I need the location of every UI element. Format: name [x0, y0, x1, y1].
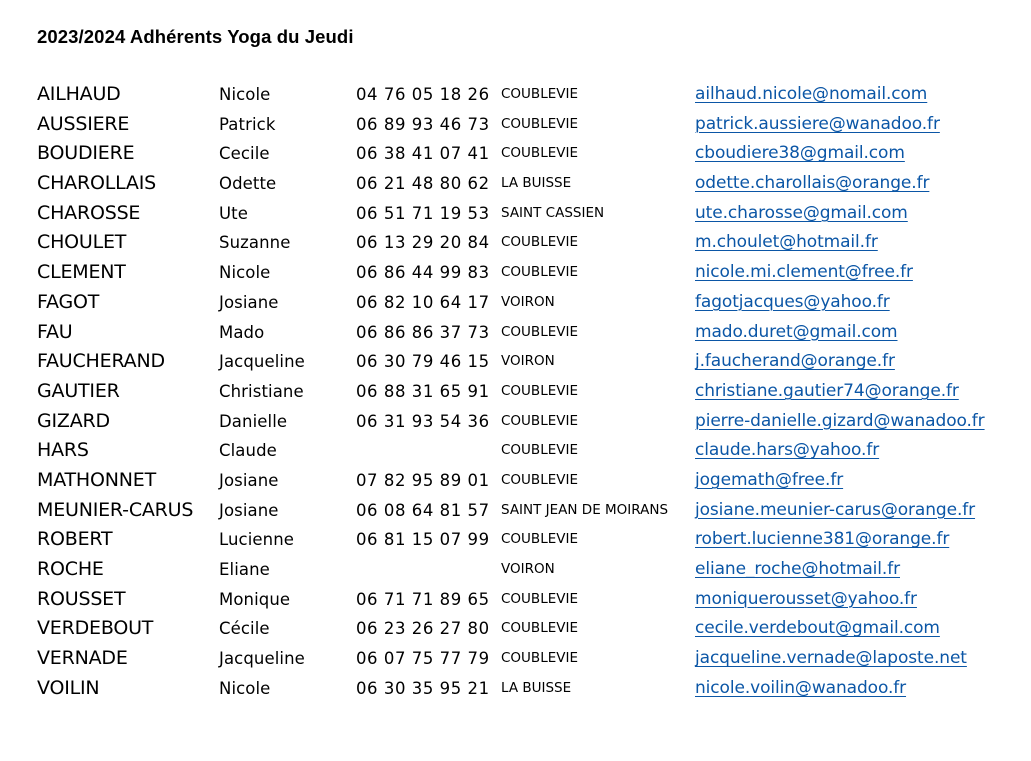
member-last-name: AILHAUD — [37, 83, 121, 105]
member-first-name: Patrick — [219, 114, 276, 134]
member-city: COUBLEVIE — [501, 115, 578, 132]
member-phone: 06 07 75 77 79 — [356, 649, 490, 669]
member-city: SAINT CASSIEN — [501, 204, 605, 221]
member-first-name: Monique — [219, 589, 291, 609]
member-city: COUBLEVIE — [501, 590, 578, 607]
member-city: COUBLEVIE — [501, 145, 578, 162]
member-last-name: CHAROSSE — [37, 201, 141, 224]
member-email-link[interactable]: christiane.gautier74@orange.fr — [695, 380, 959, 401]
member-last-name: MATHONNET — [37, 468, 157, 491]
member-email-link[interactable]: m.choulet@hotmail.fr — [695, 232, 878, 253]
member-phone: 06 13 29 20 84 — [356, 233, 490, 253]
member-email-link[interactable]: jacqueline.vernade@laposte.net — [695, 648, 967, 669]
member-phone: 06 21 48 80 62 — [356, 174, 490, 194]
member-row — [37, 436, 1017, 466]
member-row — [37, 228, 1017, 258]
member-phone: 07 82 95 89 01 — [356, 470, 490, 490]
member-email-link[interactable]: patrick.aussiere@wanadoo.fr — [695, 113, 940, 134]
member-phone: 06 23 26 27 80 — [356, 619, 490, 639]
member-row — [37, 466, 1017, 496]
member-row — [37, 555, 1017, 585]
member-first-name: Nicole — [219, 678, 271, 698]
member-first-name: Ute — [219, 203, 248, 223]
member-last-name: GIZARD — [37, 409, 110, 432]
member-email-link[interactable]: josiane.meunier-carus@orange.fr — [695, 499, 976, 520]
member-email-link[interactable]: ute.charosse@gmail.com — [695, 202, 908, 223]
member-last-name: BOUDIERE — [37, 142, 135, 165]
member-last-name: VOILIN — [37, 676, 100, 699]
member-last-name: ROUSSET — [37, 587, 126, 610]
member-phone: 06 89 93 46 73 — [356, 114, 490, 134]
member-city: COUBLEVIE — [501, 264, 578, 281]
member-row — [37, 258, 1017, 288]
member-first-name: Lucienne — [219, 530, 295, 550]
member-row — [37, 674, 1017, 704]
member-email-link[interactable]: nicole.mi.clement@free.fr — [695, 262, 913, 283]
member-last-name: GAUTIER — [37, 379, 120, 402]
member-city: COUBLEVIE — [501, 442, 578, 459]
member-first-name: Nicole — [219, 85, 271, 104]
member-email-link[interactable]: jogemath@free.fr — [695, 469, 844, 490]
page-title: 2023/2024 Adhérents Yoga du Jeudi — [37, 26, 354, 47]
member-city: VOIRON — [501, 561, 555, 577]
member-city: COUBLEVIE — [501, 650, 578, 667]
member-email-link[interactable]: j.faucherand@orange.fr — [695, 351, 895, 372]
member-last-name: FAU — [37, 320, 73, 343]
member-last-name: MEUNIER-CARUS — [37, 498, 194, 521]
member-row — [37, 585, 1017, 615]
member-first-name: Jacqueline — [219, 352, 305, 372]
member-email-link[interactable]: mado.duret@gmail.com — [695, 321, 898, 342]
member-city: COUBLEVIE — [501, 531, 578, 548]
member-city: LA BUISSE — [501, 175, 572, 192]
member-email-link[interactable]: cecile.verdebout@gmail.com — [695, 618, 940, 639]
member-first-name: Odette — [219, 174, 277, 194]
member-last-name: VERDEBOUT — [37, 617, 154, 640]
member-email-link[interactable]: odette.charollais@orange.fr — [695, 173, 930, 194]
member-last-name: VERNADE — [37, 647, 128, 670]
member-city: COUBLEVIE — [501, 86, 578, 102]
member-first-name: Eliane — [219, 560, 270, 579]
member-email-link[interactable]: eliane_roche@hotmail.fr — [695, 559, 900, 579]
member-first-name: Suzanne — [219, 233, 291, 253]
member-city: COUBLEVIE — [501, 234, 578, 251]
member-row — [37, 377, 1017, 407]
member-email-link[interactable]: pierre-danielle.gizard@wanadoo.fr — [695, 410, 985, 431]
member-city: VOIRON — [501, 293, 555, 310]
member-row — [37, 525, 1017, 555]
member-row — [37, 139, 1017, 169]
member-phone: 06 08 64 81 57 — [356, 500, 490, 520]
member-phone: 06 71 71 89 65 — [356, 589, 490, 609]
member-city: VOIRON — [501, 353, 555, 370]
member-city: SAINT JEAN DE MOIRANS — [501, 501, 669, 518]
member-email-link[interactable]: nicole.voilin@wanadoo.fr — [695, 677, 907, 698]
member-city: LA BUISSE — [501, 679, 572, 696]
member-last-name: CLEMENT — [37, 261, 126, 284]
member-first-name: Josiane — [219, 470, 279, 490]
member-phone: 06 31 93 54 36 — [356, 411, 490, 431]
member-last-name: CHOULET — [37, 231, 127, 254]
member-city: COUBLEVIE — [501, 471, 578, 488]
member-first-name: Christiane — [219, 381, 304, 401]
member-row — [37, 318, 1017, 348]
member-first-name: Jacqueline — [219, 649, 305, 669]
member-phone: 06 86 86 37 73 — [356, 322, 490, 342]
member-phone: 06 30 35 95 21 — [356, 678, 490, 698]
member-first-name: Danielle — [219, 411, 288, 431]
member-last-name: HARS — [37, 439, 89, 462]
member-email-link[interactable]: moniquerousset@yahoo.fr — [695, 588, 917, 609]
member-phone: 06 88 31 65 91 — [356, 381, 490, 401]
member-row — [37, 496, 1017, 526]
member-last-name: ROCHE — [37, 558, 104, 580]
member-phone: 06 86 44 99 83 — [356, 263, 490, 283]
member-city: COUBLEVIE — [501, 382, 578, 399]
member-phone: 06 81 15 07 99 — [356, 530, 490, 550]
member-email-link[interactable]: cboudiere38@gmail.com — [695, 143, 905, 164]
member-row — [37, 644, 1017, 674]
member-email-link[interactable]: robert.lucienne381@orange.fr — [695, 529, 950, 550]
member-row — [37, 110, 1017, 140]
member-first-name: Josiane — [219, 292, 279, 312]
member-phone: 06 82 10 64 17 — [356, 292, 490, 312]
member-last-name: FAGOT — [37, 290, 100, 313]
member-phone: 06 51 71 19 53 — [356, 203, 490, 223]
member-phone: 06 30 79 46 15 — [356, 352, 490, 372]
member-last-name: FAUCHERAND — [37, 350, 165, 373]
member-row — [37, 347, 1017, 377]
member-row — [37, 614, 1017, 644]
member-city: COUBLEVIE — [501, 412, 578, 429]
member-first-name: Claude — [219, 441, 277, 461]
member-email-link[interactable]: ailhaud.nicole@nomail.com — [695, 84, 928, 104]
member-last-name: ROBERT — [37, 528, 113, 551]
member-email-link[interactable]: fagotjacques@yahoo.fr — [695, 291, 890, 312]
member-last-name: CHAROLLAIS — [37, 172, 156, 195]
members-table — [37, 80, 1017, 703]
member-city: COUBLEVIE — [501, 323, 578, 340]
member-row — [37, 407, 1017, 437]
member-first-name: Cecile — [219, 144, 270, 164]
member-first-name: Mado — [219, 322, 265, 342]
member-city: COUBLEVIE — [501, 620, 578, 637]
member-row — [37, 199, 1017, 229]
member-phone: 06 38 41 07 41 — [356, 144, 490, 164]
member-first-name: Nicole — [219, 263, 271, 283]
member-email-link[interactable]: claude.hars@yahoo.fr — [695, 440, 880, 461]
member-row — [37, 288, 1017, 318]
member-last-name: AUSSIERE — [37, 112, 130, 135]
member-row — [37, 169, 1017, 199]
member-phone: 04 76 05 18 26 — [356, 85, 490, 104]
member-row — [37, 80, 1017, 110]
member-first-name: Cécile — [219, 619, 270, 639]
member-first-name: Josiane — [219, 500, 279, 520]
